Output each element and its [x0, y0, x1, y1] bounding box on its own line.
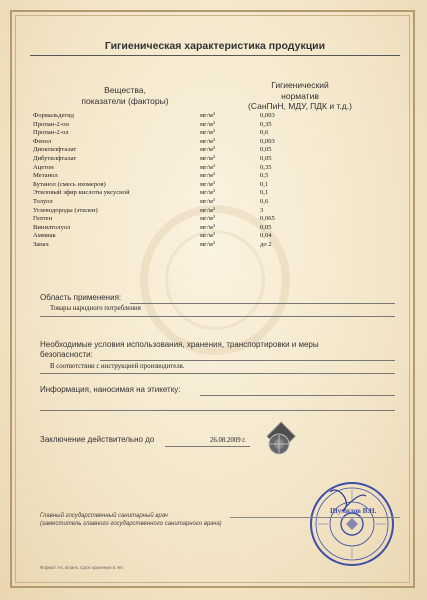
norm-value: 0,5: [260, 172, 269, 180]
substance-name: Диоктилфталат: [33, 146, 77, 154]
substance-name: Дибутилфталат: [33, 155, 77, 162]
validity-line: [165, 446, 250, 447]
unit-label: [200, 138, 215, 145]
norm-value: 0,065: [260, 215, 275, 223]
application-label: Область применения:: [40, 293, 122, 302]
unit-exponent: 3: [212, 145, 216, 151]
unit-base: мг/м: [200, 223, 213, 231]
unit-label: [200, 241, 215, 248]
signatory-title-line1: Главный государственный санитарный врач: [40, 513, 168, 519]
norm-value: 0,05: [260, 146, 272, 154]
norm-value: 0,04: [260, 232, 272, 240]
unit-exponent: 3: [212, 162, 216, 168]
label-info-line: [200, 395, 395, 396]
conditions-label-line2: безопасности:: [40, 350, 93, 359]
substance-name: Пропан-2-он: [33, 120, 69, 128]
unit-label: [200, 164, 215, 171]
norm-value: 0,05: [260, 155, 272, 162]
unit-base: мг/м: [200, 137, 213, 145]
label-info-label: Информация, наносимая на этикетку:: [40, 385, 181, 394]
unit-label: [200, 189, 215, 196]
unit-base: мг/м: [200, 241, 213, 248]
conditions-line-2: [40, 373, 395, 374]
unit-base: мг/м: [200, 112, 213, 119]
substance-name: Формальдегид: [33, 112, 74, 119]
unit-label: [200, 232, 215, 239]
norm-value: 0,6: [260, 198, 269, 205]
label-info-line-2: [40, 410, 395, 411]
unit-exponent: 3: [212, 188, 216, 194]
unit-label: [200, 181, 215, 188]
unit-exponent: 3: [212, 231, 216, 237]
unit-base: мг/м: [200, 163, 213, 171]
unit-base: мг/м: [200, 129, 213, 137]
unit-exponent: 3: [212, 222, 216, 228]
unit-exponent: 3: [212, 111, 216, 116]
hologram-seal-icon: [255, 420, 303, 468]
unit-base: мг/м: [200, 206, 213, 214]
substance-name: Пропан-2-ол: [33, 129, 69, 137]
conditions-label-line1: Необходимые условия использования, хранения, транспортировки и меры: [40, 340, 319, 349]
unit-exponent: 3: [212, 119, 216, 125]
norm-value: до 2: [260, 241, 272, 248]
unit-label: [200, 215, 215, 222]
unit-base: мг/м: [200, 215, 213, 223]
unit-label: [200, 155, 215, 162]
conditions-value: В соответствии с инструкцией производителя.: [50, 363, 185, 370]
unit-base: мг/м: [200, 172, 213, 180]
unit-exponent: 3: [212, 128, 216, 134]
unit-exponent: 3: [212, 179, 216, 185]
unit-label: [200, 224, 215, 231]
column-header-norm-line2: норматив: [281, 90, 319, 101]
unit-label: [200, 129, 215, 136]
unit-label: [200, 198, 215, 205]
substance-name: Фенол: [33, 137, 52, 145]
application-value: Товары народного потребления: [50, 305, 141, 312]
unit-exponent: 3: [212, 205, 216, 211]
substance-name: Метанол: [33, 172, 58, 180]
unit-base: мг/м: [200, 180, 213, 188]
validity-label: Заключение действительно до: [40, 435, 155, 444]
unit-label: [200, 112, 215, 119]
substance-name: Этиловый эфир кислоты уксусной: [33, 189, 130, 197]
application-line: [130, 303, 395, 304]
validity-date: 26.08.2009 г.: [210, 437, 247, 444]
unit-exponent: 3: [212, 136, 216, 142]
page-title: Гигиеническая характеристика продукции: [104, 40, 326, 52]
signatory-name: Шумилов В.Н.: [330, 507, 377, 515]
unit-exponent: 3: [212, 197, 216, 202]
substance-name: Толуол: [33, 198, 53, 205]
form-format-note: Формат А4. Бланк. Срок хранения 5 лет.: [40, 565, 125, 570]
substance-name: Запах: [33, 241, 49, 248]
norm-value: 0,6: [260, 129, 269, 137]
unit-base: мг/м: [200, 146, 213, 154]
substance-name: Углеводороды (этилен): [33, 206, 98, 214]
title-underline: [30, 55, 400, 56]
norm-value: 0,1: [260, 180, 269, 188]
unit-base: мг/м: [200, 189, 213, 197]
unit-exponent: 3: [212, 240, 216, 245]
signature-line: [230, 517, 400, 518]
norm-value: 0,003: [260, 137, 275, 145]
unit-label: [200, 172, 215, 179]
application-line-2: [40, 316, 395, 317]
substance-name: Ацетон: [33, 163, 54, 171]
norm-value: 3: [260, 206, 264, 214]
official-stamp-icon: [308, 480, 396, 568]
column-header-norm-line1: Гигиенический: [271, 80, 329, 90]
substance-name: Винилтолуол: [33, 223, 71, 231]
unit-label: [200, 121, 215, 128]
unit-exponent: 3: [212, 171, 216, 177]
conditions-line: [100, 360, 395, 361]
unit-exponent: 3: [212, 154, 216, 159]
unit-exponent: 3: [212, 214, 216, 220]
norm-value: 0,003: [260, 112, 275, 119]
unit-base: мг/м: [200, 198, 213, 205]
unit-base: мг/м: [200, 232, 213, 240]
unit-base: мг/м: [200, 155, 213, 162]
norm-value: 0,35: [260, 120, 272, 128]
substance-name: Бутанол (смесь изомеров): [33, 180, 106, 188]
unit-label: [200, 146, 215, 153]
substance-name: Аммиак: [33, 232, 56, 240]
norm-value: 0,05: [260, 223, 272, 231]
column-header-substances-text: Вещества, показатели (факторы): [81, 85, 169, 106]
column-header-norm-line3: (СанПиН, МДУ, ПДК и т.д.): [248, 101, 352, 111]
substance-name: Гептен: [33, 215, 53, 223]
column-header-substances: [70, 85, 180, 106]
norm-value: 0,1: [260, 189, 269, 197]
unit-base: мг/м: [200, 120, 213, 128]
unit-label: [200, 207, 215, 214]
column-header-norm: [235, 80, 365, 112]
norm-value: 0,35: [260, 163, 272, 171]
signatory-title-line2: (заместитель главного государственного санитарного врача): [40, 521, 222, 527]
